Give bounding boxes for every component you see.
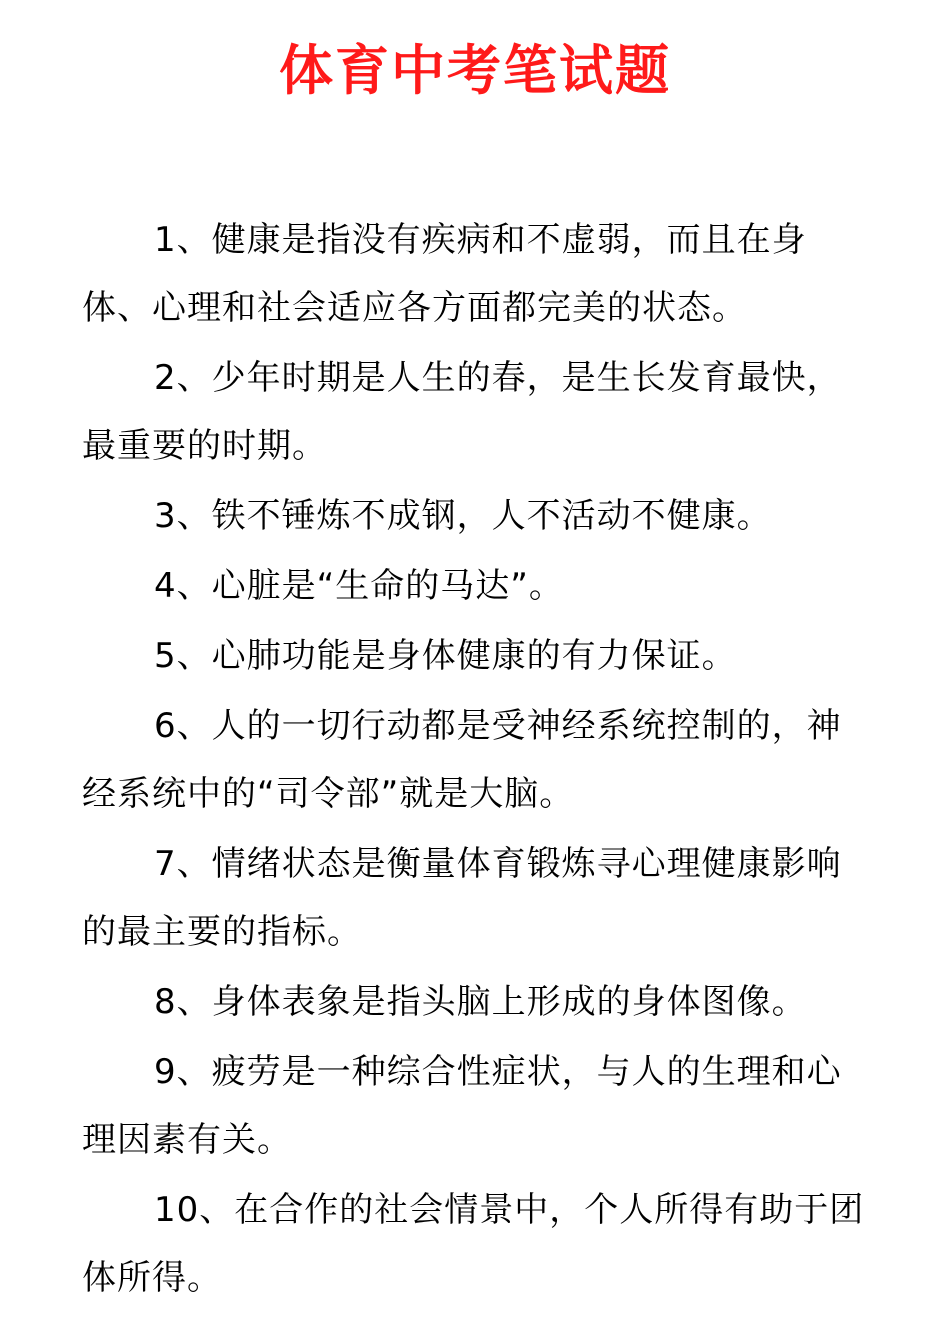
question-item-2: 2、少年时期是人生的春，是生长发育最快，最重要的时期。 [82,358,842,466]
question-list [82,206,872,1314]
question-item-9: 9、疲劳是一种综合性症状，与人的生理和心理因素有关。 [82,1052,842,1160]
question-item-5: 5、心肺功能是身体健康的有力保证。 [154,636,737,676]
question-item-1: 1、健康是指没有疾病和不虚弱，而且在身体、心理和社会适应各方面都完美的状态。 [82,220,807,328]
question-item-4: 4、心脏是“生命的马达”。 [154,566,564,606]
question-item-10: 10、在合作的社会情景中，个人所得有助于团体所得。 [82,1190,865,1298]
question-item-3: 3、铁不锤炼不成钢，人不活动不健康。 [154,496,772,536]
question-item-6: 6、人的一切行动都是受神经系统控制的，神经系统中的“司令部”就是大脑。 [82,706,842,814]
page-title: 体育中考笔试题 [279,39,671,102]
question-item-8: 8、身体表象是指头脑上形成的身体图像。 [154,982,807,1022]
question-item-7: 7、情绪状态是衡量体育锻炼寻心理健康影响的最主要的指标。 [82,844,842,952]
